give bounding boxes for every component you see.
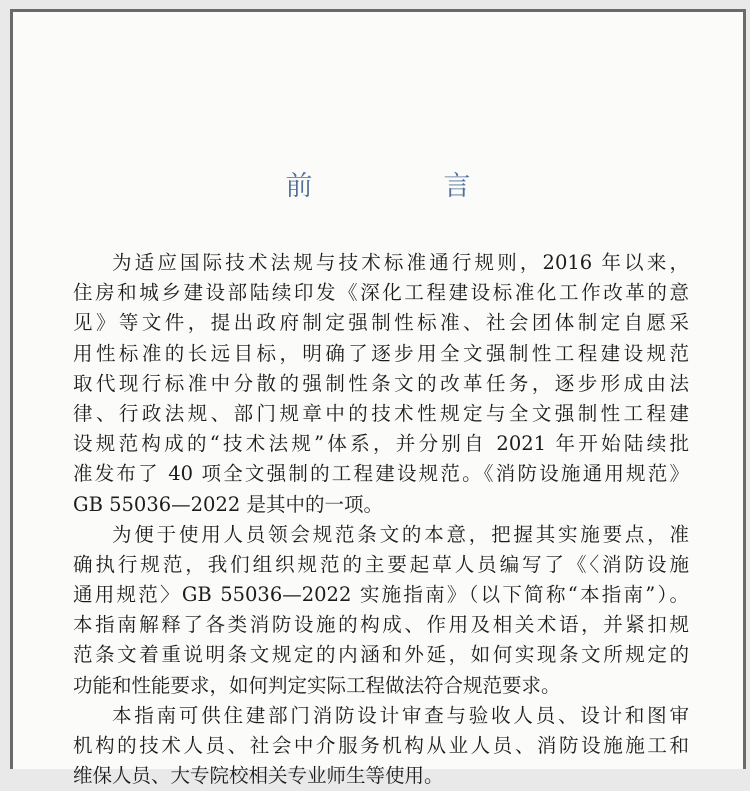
paragraph-1-line-6: 律、行政法规、部门规章中的技术性规定与全文强制性工程建 [73, 401, 689, 425]
paragraph-2-line-2: 确执行规范，我们组织规范的主要起草人员编写了《〈消防设施 [73, 552, 689, 576]
paragraph-2-line-6: 功能和性能要求，如何判定实际工程做法符合规范要求。 [73, 673, 561, 697]
paragraph-1-line-8: 准发布了 40 项全文强制的工程建设规范。《消防设施通用规范》 [73, 462, 689, 486]
paragraph-3-line-1: 本指南可供住建部门消防设计审查与验收人员、设计和图审 [112, 703, 689, 727]
paragraph-3-line-2: 机构的技术人员、社会中介服务机构从业人员、消防设施施工和 [73, 734, 689, 757]
page-title: 前 言 [285, 171, 523, 202]
paragraph-1-line-2: 住房和城乡建设部陆续印发《深化工程建设标准化工作改革的意 [73, 281, 689, 305]
paragraph-2-line-5: 范条文着重说明条文规定的内涵和外延，如何实现条文所规定的 [73, 643, 689, 667]
paragraph-1-line-1: 为适应国际技术法规与技术标准通行规则，2016 年以来， [112, 251, 689, 274]
body-text [73, 248, 689, 791]
paragraph-1-line-4: 用性标准的长远目标，明确了逐步用全文强制性工程建设规范 [73, 341, 689, 365]
paragraph-1-line-9: GB 55036—2022 是其中的一项。 [73, 492, 383, 516]
paragraph-2-line-4: 本指南解释了各类消防设施的构成、作用及相关术语，并紧扣规 [73, 613, 689, 637]
paragraph-1-line-5: 取代现行标准中分散的强制性条文的改革任务，逐步形成由法 [73, 371, 689, 395]
paragraph-2-line-3: 通用规范〉GB 55036—2022 实施指南》（以下简称“本指南”）。 [73, 583, 689, 607]
paragraph-1-line-7: 设规范构成的“技术法规”体系，并分别自 2021 年开始陆续批 [73, 432, 689, 456]
paragraph-2-line-1: 为便于使用人员领会规范条文的本意，把握其实施要点，准 [112, 522, 689, 546]
paragraph-3-line-3: 维保人员、大专院校相关专业师生等使用。 [73, 764, 444, 788]
paragraph-1-line-3: 见》等文件，提出政府制定强制性标准、社会团体制定自愿采 [73, 311, 689, 335]
document-page [10, 9, 746, 788]
